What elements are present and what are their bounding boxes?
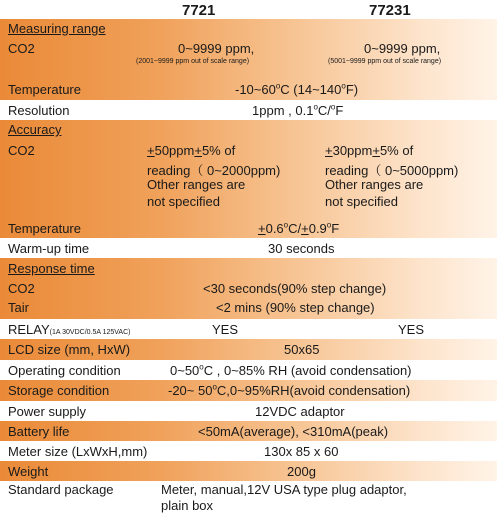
- accuracy-7721-line2: reading（ 0~2000ppm): [147, 163, 281, 178]
- co2-range-7721: 0~9999 ppm,: [178, 41, 255, 56]
- storage-row: [0, 380, 497, 401]
- package-row: [0, 481, 497, 514]
- model-77231-heading: 77231: [369, 2, 411, 19]
- meter-label: Meter size (LxWxH,mm): [8, 444, 148, 459]
- resolution-row: [0, 100, 497, 120]
- resolution-value: 1ppm , 0.1$^o$C/$^o$F: [252, 102, 344, 118]
- operating-label: Operating condition: [8, 363, 121, 378]
- accuracy-section: [0, 120, 497, 238]
- response-time-section: [0, 258, 497, 319]
- relay-77231-value: YES: [398, 322, 425, 337]
- relay-7721-value: YES: [212, 322, 239, 337]
- co2-range-77231-note: (5001~9999 ppm out of scale range): [328, 58, 442, 65]
- power-label: Power supply: [8, 404, 87, 419]
- accuracy-77231-line4: not specified: [325, 194, 398, 209]
- meter-row: [0, 441, 497, 461]
- package-value-line2: plain box: [161, 498, 214, 513]
- weight-row: [0, 461, 497, 481]
- accuracy-77231-line3: Other ranges are: [325, 177, 424, 192]
- relay-label: RELAY(1A 30VDC/0.5A 125VAC): [8, 322, 131, 337]
- weight-value: 200g: [287, 464, 316, 479]
- co2-range-label: CO2: [8, 41, 35, 56]
- battery-row: [0, 421, 497, 441]
- lcd-label: LCD size (mm, HxW): [8, 342, 131, 357]
- battery-label: Battery life: [8, 424, 70, 439]
- accuracy-heading: Accuracy: [8, 122, 62, 137]
- response-co2-value: <30 seconds(90% step change): [203, 281, 387, 296]
- resolution-label: Resolution: [8, 103, 70, 118]
- operating-value: 0~50$^o$C , 0~85% RH (avoid condensation): [170, 362, 412, 378]
- measuring-range-heading: Measuring range: [8, 21, 106, 36]
- battery-value: <50mA(average), <310mA(peak): [198, 424, 389, 439]
- co2-range-7721-note: (2001~9999 ppm out of scale range): [136, 58, 250, 65]
- temperature-range-label: Temperature: [8, 82, 81, 97]
- meter-value: 130x 85 x 60: [264, 444, 339, 459]
- package-label: Standard package: [8, 482, 114, 497]
- weight-label: Weight: [8, 464, 49, 479]
- accuracy-77231-line2: reading（ 0~5000ppm): [325, 163, 459, 178]
- response-co2-label: CO2: [8, 281, 35, 296]
- accuracy-7721-line1: +50ppm+5% of: [147, 143, 236, 158]
- warmup-value: 30 seconds: [268, 241, 335, 256]
- power-value: 12VDC adaptor: [255, 404, 345, 419]
- measuring-range-section: [0, 19, 497, 100]
- model-header: [0, 0, 497, 18]
- accuracy-temperature-value: $+0.6^oC/+0.9^oF$: [258, 220, 340, 236]
- co2-range-77231: 0~9999 ppm,: [364, 41, 441, 56]
- power-row: [0, 401, 497, 421]
- accuracy-7721-line3: Other ranges are: [147, 177, 246, 192]
- response-tair-value: <2 mins (90% step change): [216, 300, 375, 315]
- temperature-range-value: -10~60$^o$C (14~140$^o$F): [235, 81, 359, 97]
- lcd-value: 50x65: [284, 342, 320, 357]
- package-value-line1: Meter, manual,12V USA type plug adaptor,: [161, 482, 407, 497]
- warmup-label: Warm-up time: [8, 241, 90, 256]
- response-tair-label: Tair: [8, 300, 29, 315]
- accuracy-7721-line4: not specified: [147, 194, 220, 209]
- storage-label: Storage condition: [8, 383, 110, 398]
- response-time-heading: Response time: [8, 261, 95, 276]
- storage-value: -20~ 50$^o$C,0~95%RH(avoid condensation): [168, 382, 411, 398]
- accuracy-77231-line1: +30ppm+5% of: [325, 143, 414, 158]
- accuracy-co2-label: CO2: [8, 143, 35, 158]
- operating-row: [0, 360, 497, 380]
- warmup-row: [0, 238, 497, 258]
- lcd-row: [0, 339, 497, 360]
- model-7721-heading: 7721: [182, 2, 216, 19]
- accuracy-temperature-label: Temperature: [8, 221, 81, 236]
- relay-row: [0, 319, 497, 339]
